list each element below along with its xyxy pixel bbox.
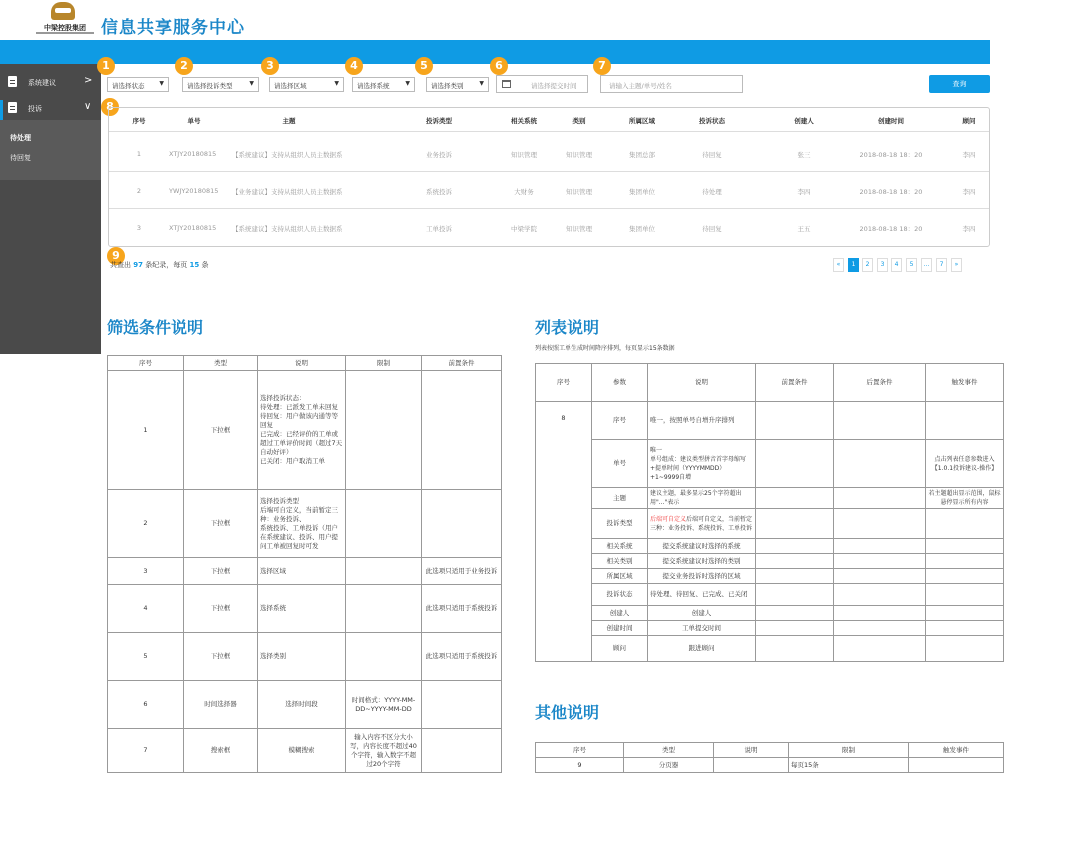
cell: 唯一 单号组成：建议类型拼音首字母缩写+提单时间（YYYYMMDD）+1~9999自增 [648,440,756,488]
annotation-badge: 4 [345,57,363,75]
cell: 提交业务投诉时选择的区域 [648,569,756,584]
query-button[interactable]: 查询 [929,75,990,93]
cell: 待处理 [702,188,722,196]
cell: 5 [108,633,184,681]
cell: 点击列表任意参数进入【1.0.1投诉建议-操作】 [926,440,1004,488]
summary-mid: 条纪录，每页 [145,261,188,269]
cell [422,681,502,729]
search-input[interactable]: 请输入主题/单号/姓名 [600,75,743,93]
col-header: 顾问 [962,117,976,125]
cell: 【系统建议】支持从组织人员主数据系 [232,225,343,233]
cell: 下拉框 [184,585,258,633]
cell: 下拉框 [184,371,258,490]
cell [834,539,926,554]
table-header-row [108,356,502,371]
col-header: 所属区域 [629,117,655,125]
cell: 业务投诉 [426,151,452,159]
cell: 每页15条 [789,758,909,773]
col-header: 序号 [108,356,184,371]
cell [756,621,834,636]
cell [756,584,834,606]
page-button[interactable]: 5 [906,258,917,272]
cell: 唯一，按照单号自增升序排列 [648,402,756,440]
table-row [536,440,1004,488]
dropdown-arrow-icon: ▼ [405,80,410,87]
date-placeholder: 请选择提交时间 [531,82,577,90]
table-row [536,509,1004,539]
table-row [108,371,502,490]
col-header: 相关系统 [511,117,537,125]
table-row [108,681,502,729]
cell: 选择类别 [258,633,346,681]
col-header: 说明 [714,743,789,758]
table-row [108,585,502,633]
cell: 4 [108,585,184,633]
cell: 时间选择器 [184,681,258,729]
cell: 1 [136,150,142,158]
cell: 待回复 [702,225,722,233]
cell: 3 [108,558,184,585]
cell: 8 [536,402,592,662]
cell: XTJY20180815 [169,224,217,232]
cell [648,509,756,539]
record-summary [110,260,208,270]
cell [926,539,1004,554]
cell: 顾问 [592,636,648,662]
logo-mark-icon [51,2,75,20]
col-header: 限制 [346,356,422,371]
summary-total: 97 [133,261,143,269]
sidebar-item-label: 投诉 [28,105,42,113]
page-button[interactable]: 7 [936,258,947,272]
cell: 此选项只适用于系统投诉 [422,633,502,681]
col-header: 触发事件 [909,743,1004,758]
system-select-value: 请选择系统 [357,82,390,90]
cell [834,569,926,584]
status-select[interactable] [107,77,169,92]
cell: XTJY20180815 [169,150,217,158]
cell: 投诉状态 [592,584,648,606]
cell [834,621,926,636]
cell: 2018-08-18 18：20 [859,225,923,233]
cell: 序号 [592,402,648,440]
cell: 提交系统建议时选择的类别 [648,554,756,569]
chevron-down-icon: ∨ [84,101,92,112]
cell: 6 [108,681,184,729]
cell [909,758,1004,773]
cell [926,636,1004,662]
table-row [536,758,1004,773]
page-button[interactable]: 2 [862,258,873,272]
cell: 待回复 [702,151,722,159]
region-select[interactable] [269,77,344,92]
cell: 系统投诉 [426,188,452,196]
cell: 输入内容不区分大小写，内容长度不超过40个字符，输入数字不超过20个字符 [346,729,422,773]
summary-suffix: 条 [201,261,209,269]
dropdown-arrow-icon: ▼ [159,80,164,87]
cell: 所属区域 [592,569,648,584]
table-row [536,621,1004,636]
top-header [0,0,990,40]
sidebar-item-complaint[interactable] [0,94,101,122]
cell: 若主题超出显示范围，鼠标悬停显示所有内容 [926,488,1004,509]
cell: 李四 [797,188,811,196]
col-header: 说明 [648,364,756,402]
col-header: 前置条件 [422,356,502,371]
col-header: 前置条件 [756,364,834,402]
dropdown-arrow-icon: ▼ [479,80,484,87]
table-row[interactable] [109,209,989,246]
prev-page-button[interactable]: « [833,258,844,272]
cell [926,584,1004,606]
cell: 2 [136,187,142,195]
col-header: 序号 [536,364,592,402]
cell [346,558,422,585]
annotation-badge: 9 [107,247,125,265]
summary-per-page: 15 [189,261,200,269]
col-header: 参数 [592,364,648,402]
dropdown-arrow-icon: ▼ [249,80,254,87]
cell: 模糊搜索 [258,729,346,773]
cell [756,606,834,621]
cell: 知识管理 [566,151,592,159]
cell [346,371,422,490]
cell: YWJY20180815 [169,187,219,195]
cell: 李四 [962,225,976,233]
logo-text: 中梁控股集团 [44,24,86,32]
annotation-badge: 7 [593,57,611,75]
cell: 知识管理 [566,225,592,233]
cell: 下拉框 [184,490,258,558]
cell [756,569,834,584]
cell: 单号 [592,440,648,488]
cell: 选择系统 [258,585,346,633]
cell [756,539,834,554]
cell: 3 [136,224,142,232]
list-spec-table [535,363,1004,662]
table-row [536,636,1004,662]
cell [834,606,926,621]
cell: 工单投诉 [426,225,452,233]
cell [714,758,789,773]
cell [926,606,1004,621]
table-row [536,606,1004,621]
table-row [108,633,502,681]
cell: 9 [536,758,624,773]
cell: 分页器 [624,758,714,773]
col-header: 创建时间 [878,117,904,125]
cell: 中梁学院 [511,225,537,233]
annotation-badge: 5 [415,57,433,75]
col-header: 触发事件 [926,364,1004,402]
cell: 7 [108,729,184,773]
col-header: 投诉类型 [426,117,452,125]
col-header: 限制 [789,743,909,758]
col-header: 说明 [258,356,346,371]
cell [926,621,1004,636]
col-header: 创建人 [794,117,814,125]
cell: 待处理、待回复、已完成、已关闭 [648,584,756,606]
sidebar [0,64,101,354]
complaint-list [108,107,990,247]
document-icon [8,102,17,113]
table-row [536,554,1004,569]
table-row [108,558,502,585]
complaint-type-select[interactable] [182,77,259,92]
table-row [536,584,1004,606]
cell: 投诉类型 [592,509,648,539]
table-row [536,402,1004,440]
list-section-note: 列表按照工单生成时间降序排列，每页显示15条数据 [535,345,675,352]
cell [834,636,926,662]
cell: 2018-08-18 18：20 [859,151,923,159]
cell: 创建时间 [592,621,648,636]
cell [756,554,834,569]
cell [346,633,422,681]
annotation-badge: 2 [175,57,193,75]
cell: 集团单位 [629,225,655,233]
cell: 李四 [962,188,976,196]
logo-underline [36,32,94,34]
page-ellipsis: ... [921,258,932,272]
table-row [536,539,1004,554]
cell: 时间格式：YYYY-MM-DD~YYYY-MM-DD [346,681,422,729]
cell [926,509,1004,539]
cell-text: 后端可自定义，当前暂定三种：业务投诉、系统投诉、工单投诉 [650,515,753,532]
category-select-value: 请选择类别 [431,82,464,90]
cell: 集团单位 [629,188,655,196]
col-header: 类别 [572,117,586,125]
table-row [536,569,1004,584]
table-header-row [536,364,1004,402]
sidebar-subitem-awaiting-reply[interactable]: 待回复 [10,154,31,162]
filter-spec-table [107,355,502,773]
cell: 李四 [962,151,976,159]
cell: 相关类别 [592,554,648,569]
cell: 知识管理 [566,188,592,196]
cell [422,371,502,490]
app-title: 信息共享服务中心 [101,18,245,38]
type-select-value: 请选择投诉类型 [187,82,233,90]
table-header-row [536,743,1004,758]
date-range-picker[interactable] [496,75,588,93]
col-header: 主题 [282,117,296,125]
page-button[interactable]: 3 [877,258,888,272]
cell [756,636,834,662]
summary-prefix: 共查出 [110,261,131,269]
cell: 下拉框 [184,633,258,681]
list-header [109,108,989,132]
status-select-value: 请选择状态 [112,82,145,90]
cell: 选择时间段 [258,681,346,729]
page-button[interactable]: 1 [848,258,859,272]
sidebar-subitem-pending[interactable]: 待处理 [10,134,31,142]
col-header: 类型 [184,356,258,371]
category-select[interactable] [426,77,489,92]
cell [926,569,1004,584]
cell [926,402,1004,440]
other-section-title: 其他说明 [535,703,600,722]
annotation-badge: 8 [101,98,119,116]
cell [756,402,834,440]
cell [756,488,834,509]
col-header: 序号 [132,117,146,125]
sidebar-item-suggestion[interactable] [0,68,101,96]
sidebar-item-label: 系统建议 [28,79,56,87]
cell: 相关系统 [592,539,648,554]
col-header: 后置条件 [834,364,926,402]
col-header: 单号 [187,117,201,125]
cell: 1 [108,371,184,490]
cell: 创建人 [648,606,756,621]
cell: 集团总部 [629,151,655,159]
cell: 下拉框 [184,558,258,585]
cell: 跟进顾问 [648,636,756,662]
col-header: 序号 [536,743,624,758]
cell [756,509,834,539]
cell [834,584,926,606]
sidebar-submenu [0,120,101,180]
col-header: 类型 [624,743,714,758]
red-highlight-text: 后端可自定义 [650,515,687,523]
cell: 选择投诉状态： 待处理：已派发工单未回复 待回复：用户做该内通等等回复 已完成：已经评价的工单或超过工单评价时间（超过7天自动好评） 已关闭：用户取消工单 [258,371,346,490]
cell: 创建人 [592,606,648,621]
filter-section-title: 筛选条件说明 [107,318,204,337]
cell: 知识管理 [511,151,537,159]
cell: 选择投诉类型 后端可自定义，当前暂定三种：业务投诉、 系统投诉、工单投诉（用户在系统建议、投诉、用户提问工单被回复时可发 [258,490,346,558]
cell: 张三 [797,151,811,159]
annotation-badge: 6 [490,57,508,75]
table-row [536,488,1004,509]
cell: 2018-08-18 18：20 [859,188,923,196]
cell [834,440,926,488]
cell: 大财务 [514,188,534,196]
cell [834,402,926,440]
cell [346,585,422,633]
document-icon [8,76,17,87]
cell [422,490,502,558]
calendar-icon [502,80,511,88]
table-row[interactable] [109,172,989,209]
cell [834,488,926,509]
cell: 【系统建议】支持从组织人员主数据系 [232,151,343,159]
company-logo [34,2,96,36]
cell: 此选项只适用于业务投诉 [422,558,502,585]
cell: 搜索框 [184,729,258,773]
other-spec-table [535,742,1004,773]
next-page-button[interactable]: » [951,258,962,272]
table-row [108,729,502,773]
page-button[interactable]: 4 [891,258,902,272]
region-select-value: 请选择区域 [274,82,307,90]
cell: 建议主题，最多显示25个字符超出用"..."表示 [648,488,756,509]
cell [834,554,926,569]
cell [926,554,1004,569]
chevron-right-icon: > [84,75,93,86]
cell: 工单提交时间 [648,621,756,636]
cell: 2 [108,490,184,558]
cell: 主题 [592,488,648,509]
system-select[interactable] [352,77,415,92]
annotation-badge: 1 [97,57,115,75]
cell: 提交系统建议时选择的系统 [648,539,756,554]
cell [756,440,834,488]
cell: 此选项只适用于系统投诉 [422,585,502,633]
dropdown-arrow-icon: ▼ [334,80,339,87]
cell: 王五 [797,225,811,233]
table-row [108,490,502,558]
cell: 选择区域 [258,558,346,585]
cell [834,509,926,539]
table-row[interactable] [109,135,989,172]
list-section-title: 列表说明 [535,318,600,337]
cell: 【业务建议】支持从组织人员主数据系 [232,188,343,196]
cell [422,729,502,773]
cell [346,490,422,558]
annotation-badge: 3 [261,57,279,75]
col-header: 投诉状态 [699,117,725,125]
